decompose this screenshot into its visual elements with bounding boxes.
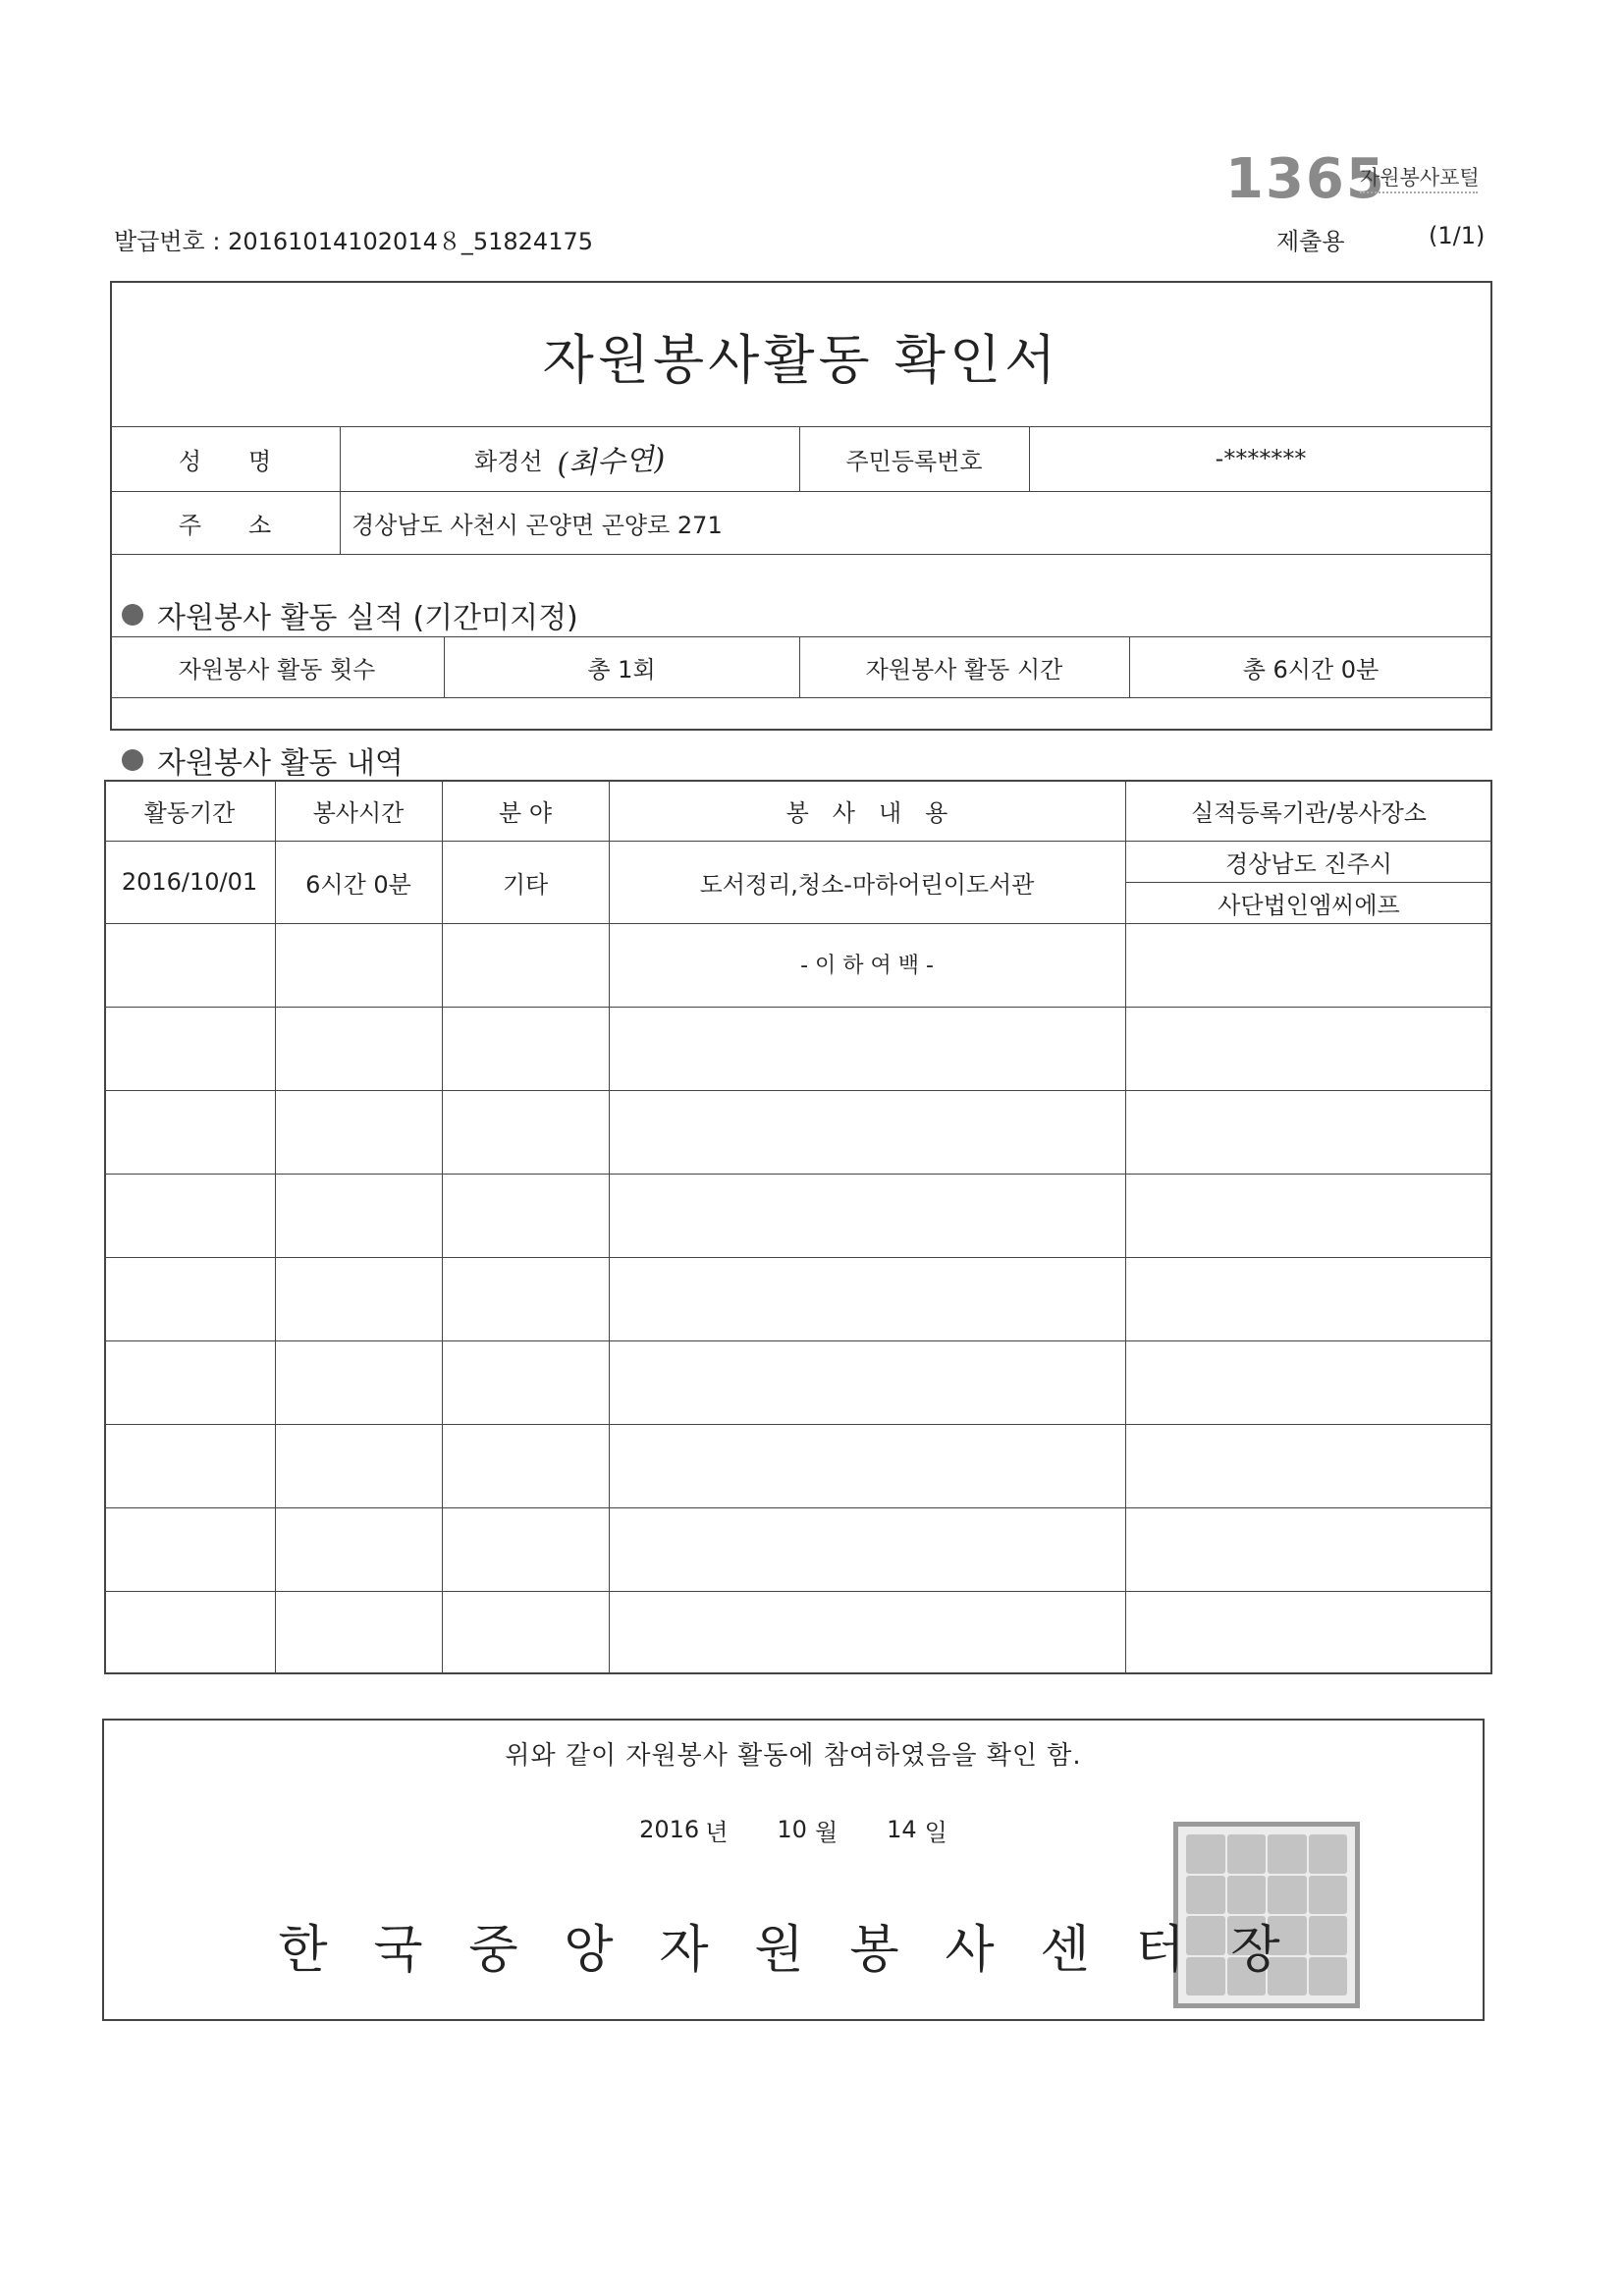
time-value: 총 6시간 0분 bbox=[1242, 655, 1380, 683]
column-header: 봉사시간 bbox=[312, 798, 405, 827]
date-month-unit: 월 bbox=[814, 1818, 839, 1846]
confirm-text: 위와 같이 자원봉사 활동에 참여하였음을 확인 함. bbox=[505, 1740, 1082, 1771]
center-name-char: 앙 bbox=[564, 1920, 614, 1980]
page-indicator: (1/1) bbox=[1429, 222, 1486, 249]
center-name-char: 국 bbox=[373, 1920, 423, 1980]
divider bbox=[104, 1591, 1492, 1592]
submit-label: 제출용 bbox=[1276, 228, 1345, 255]
issue-number: 발급번호 : 20161014102014８_51824175 bbox=[114, 228, 594, 255]
center-name bbox=[255, 1900, 1335, 1989]
divider bbox=[104, 1507, 1492, 1508]
divider bbox=[104, 1090, 1492, 1091]
bullet-icon bbox=[122, 604, 143, 626]
address-label: 주 소 bbox=[178, 511, 272, 539]
center-name-char: 터 bbox=[1135, 1920, 1185, 1980]
row-org: 경상남도 진주시 bbox=[1225, 849, 1392, 878]
divider bbox=[110, 697, 1492, 698]
address-value: 경상남도 사천시 곤양면 곤양로 271 bbox=[352, 511, 723, 539]
logo-text: 자원봉사포털 bbox=[1360, 166, 1480, 190]
center-name-char: 센 bbox=[1040, 1920, 1090, 1980]
row-field: 기타 bbox=[502, 870, 549, 899]
column-header: 분 야 bbox=[499, 798, 552, 827]
row-content: 도서정리,청소-마하어린이도서관 bbox=[699, 870, 1035, 899]
summary-title-text: 자원봉사 활동 실적 (기간미지정) bbox=[157, 601, 578, 635]
center-name-char: 한 bbox=[278, 1920, 328, 1980]
column-header: 활동기간 bbox=[143, 798, 236, 827]
details-title-text: 자원봉사 활동 내역 bbox=[157, 746, 404, 781]
column-header: 봉 사 내 용 bbox=[785, 798, 948, 827]
id-value: -******* bbox=[1215, 445, 1307, 472]
divider bbox=[104, 1174, 1492, 1175]
date-day: 14 bbox=[887, 1816, 917, 1843]
summary-section-title bbox=[122, 593, 578, 636]
center-name-char: 자 bbox=[659, 1920, 709, 1980]
center-name-char: 원 bbox=[754, 1920, 804, 1980]
count-label: 자원봉사 활동 횟수 bbox=[178, 655, 376, 683]
center-name-char: 사 bbox=[945, 1920, 995, 1980]
column-header: 실적등록기관/봉사장소 bbox=[1191, 798, 1427, 827]
name-label: 성 명 bbox=[178, 447, 272, 475]
count-value: 총 1회 bbox=[587, 655, 656, 683]
date-year-unit: 년 bbox=[705, 1818, 729, 1846]
date-day-unit: 일 bbox=[924, 1818, 947, 1846]
id-label: 주민등록번호 bbox=[845, 447, 983, 475]
center-name-char: 장 bbox=[1230, 1920, 1280, 1980]
row-period: 2016/10/01 bbox=[121, 868, 258, 896]
document-title: 자원봉사활동 확인서 bbox=[542, 328, 1060, 391]
center-name-char: 봉 bbox=[849, 1920, 899, 1980]
row-place: 사단법인엠씨에프 bbox=[1217, 891, 1400, 919]
name-value: 화경선 bbox=[474, 447, 543, 475]
row-hours: 6시간 0분 bbox=[305, 870, 411, 899]
divider bbox=[104, 1424, 1492, 1425]
divider bbox=[110, 554, 1492, 555]
date-month: 10 bbox=[777, 1816, 807, 1843]
logo-number: 1365 bbox=[1225, 147, 1386, 211]
signature: (최수연) bbox=[555, 442, 666, 482]
blank-note: - 이 하 여 백 - bbox=[800, 954, 934, 978]
details-section-title bbox=[122, 738, 404, 782]
name-value-cell bbox=[340, 426, 799, 491]
time-label: 자원봉사 활동 시간 bbox=[865, 655, 1063, 683]
divider bbox=[104, 1340, 1492, 1341]
center-name-char: 중 bbox=[468, 1920, 518, 1980]
divider bbox=[104, 1007, 1492, 1008]
logo-underline bbox=[1360, 191, 1478, 197]
date-year: 2016 bbox=[639, 1816, 700, 1843]
bullet-icon bbox=[122, 749, 143, 771]
divider bbox=[104, 1257, 1492, 1258]
